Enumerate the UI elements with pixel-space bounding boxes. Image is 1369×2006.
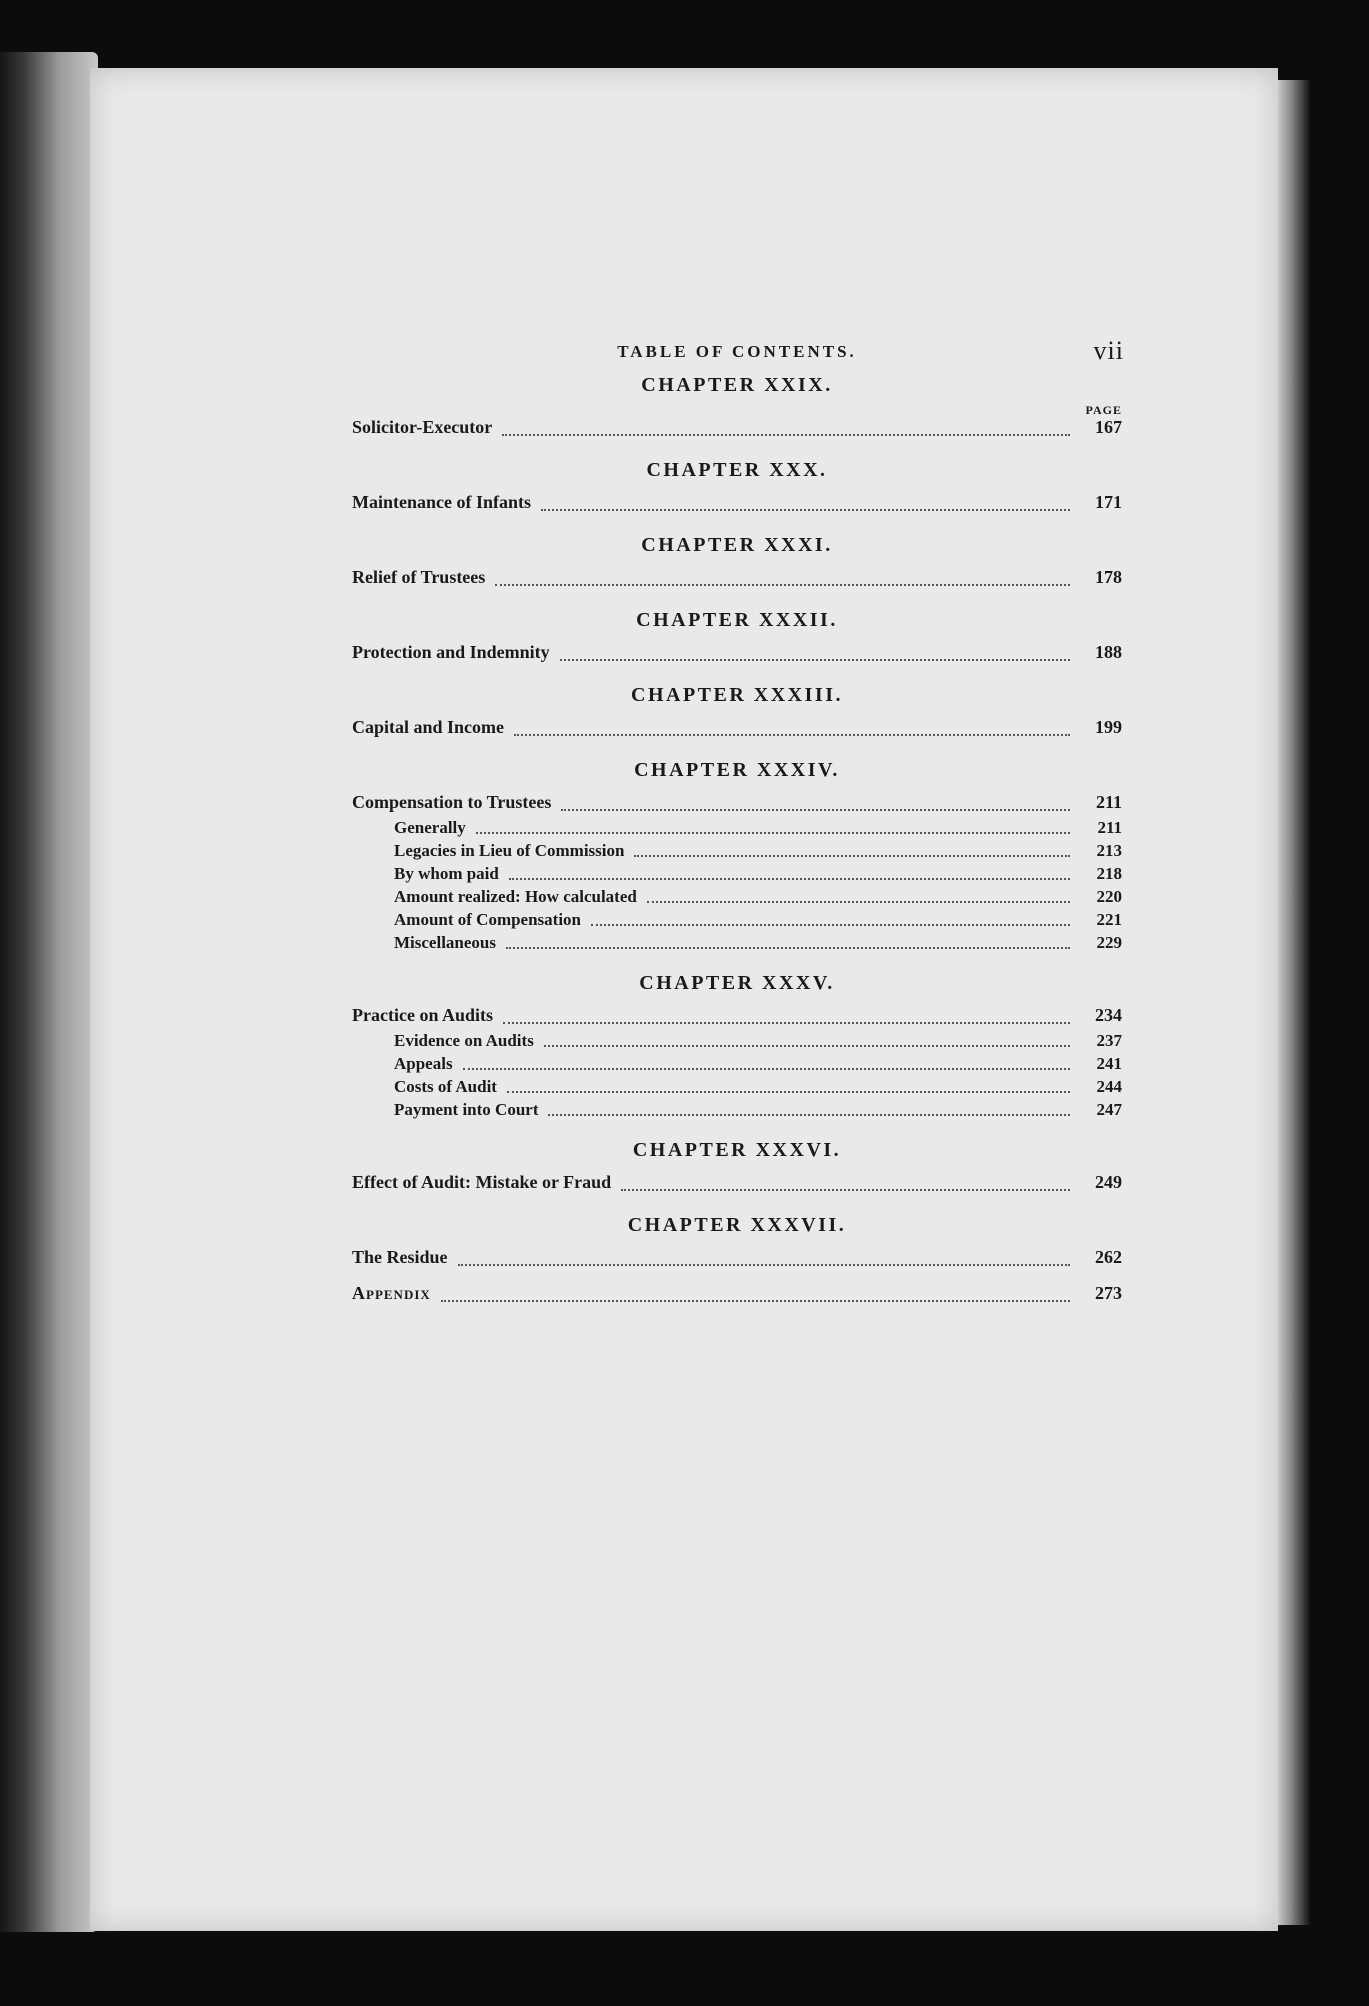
dot-leader [509, 877, 1070, 880]
dot-leader [463, 1067, 1070, 1070]
toc-entry [352, 1279, 1122, 1307]
toc-subentry [352, 862, 1122, 885]
entry-label: Generally [394, 818, 466, 837]
entry-page-number: 188 [1095, 642, 1122, 662]
entry-label: Compensation to Trustees [352, 792, 552, 812]
entry-label: Evidence on Audits [394, 1031, 534, 1050]
dot-leader [634, 854, 1070, 857]
entry-label: Maintenance of Infants [352, 492, 531, 512]
entry-label: Amount of Compensation [394, 910, 582, 929]
toc-subentry [352, 908, 1122, 931]
entry-label: Appendix [352, 1283, 431, 1303]
toc-subentry [352, 931, 1122, 954]
entry-label: Protection and Indemnity [352, 642, 550, 662]
toc-entry [352, 1243, 1122, 1271]
chapter-heading: CHAPTER XXXVI. [632, 1139, 842, 1161]
entry-label: Appeals [394, 1054, 453, 1073]
toc-entry [352, 563, 1122, 591]
dot-leader [591, 923, 1070, 926]
toc-entry [352, 413, 1122, 441]
page-stack-edge [1278, 80, 1310, 1925]
chapter-heading: CHAPTER XXIX. [641, 374, 833, 396]
dot-leader [507, 1090, 1070, 1093]
entry-page-number: 241 [1096, 1054, 1122, 1073]
toc-subentry [352, 839, 1122, 862]
chapter-heading: CHAPTER XXXV. [639, 972, 835, 994]
dot-leader [647, 900, 1070, 903]
dot-leader [458, 1263, 1070, 1266]
entry-label: Relief of Trustees [352, 567, 486, 587]
toc-entry [352, 788, 1122, 816]
dot-leader [548, 1113, 1070, 1116]
dot-leader [621, 1188, 1070, 1191]
toc-subentry [352, 885, 1122, 908]
chapter-heading: CHAPTER XXX. [646, 459, 828, 481]
page-header [352, 330, 1122, 370]
entry-page-number: 221 [1096, 910, 1122, 929]
entry-label: Practice on Audits [352, 1005, 493, 1025]
toc-entry [352, 1001, 1122, 1029]
entry-page-number: 199 [1095, 717, 1122, 737]
entry-label: Amount realized: How calculated [394, 887, 637, 906]
spacer [352, 1271, 1122, 1279]
toc-subentry [352, 816, 1122, 839]
toc-entry [352, 638, 1122, 666]
entry-label: Capital and Income [352, 717, 505, 737]
dot-leader [506, 946, 1070, 949]
dot-leader [514, 733, 1070, 736]
entry-page-number: 213 [1096, 841, 1122, 860]
facing-page-edge [0, 52, 98, 1932]
dot-leader [544, 1044, 1070, 1047]
entry-label: Payment into Court [394, 1100, 539, 1119]
entry-page-number: 167 [1095, 417, 1122, 437]
entry-page-number: 249 [1095, 1172, 1122, 1192]
entry-page-number: 220 [1096, 887, 1122, 906]
toc-subentry [352, 1098, 1122, 1121]
chapter-heading: CHAPTER XXXVII. [627, 1214, 847, 1236]
entry-label: The Residue [352, 1247, 448, 1267]
toc-entry [352, 488, 1122, 516]
toc-subentry [352, 1075, 1122, 1098]
entry-page-number: 171 [1095, 492, 1122, 512]
entry-label: Costs of Audit [394, 1077, 497, 1096]
toc-entry [352, 1168, 1122, 1196]
entry-page-number: 234 [1095, 1005, 1122, 1025]
entry-label: Solicitor-Executor [352, 417, 493, 437]
dot-leader [561, 808, 1070, 811]
entry-page-number: 244 [1096, 1077, 1122, 1096]
entry-page-number: 262 [1095, 1247, 1122, 1267]
entry-page-number: 273 [1095, 1283, 1122, 1303]
entry-page-number: 211 [1095, 792, 1122, 812]
dot-leader [441, 1299, 1070, 1302]
entry-page-number: 229 [1096, 933, 1122, 952]
toc-body [352, 374, 1122, 1307]
dot-leader [495, 583, 1070, 586]
entry-label: Legacies in Lieu of Commission [394, 841, 625, 860]
entry-page-number: 178 [1095, 567, 1122, 587]
chapter-heading: CHAPTER XXXI. [641, 534, 833, 556]
toc-entry [352, 713, 1122, 741]
entry-page-number: 218 [1096, 864, 1122, 883]
entry-label: Miscellaneous [394, 933, 496, 952]
entry-page-number: 211 [1097, 818, 1122, 837]
running-head: TABLE OF CONTENTS. [617, 342, 857, 361]
table-of-contents [352, 330, 1122, 1307]
dot-leader [503, 1021, 1070, 1024]
chapter-heading: CHAPTER XXXIV. [634, 759, 840, 781]
book-page [90, 68, 1278, 1931]
chapter-heading: CHAPTER XXXIII. [631, 684, 843, 706]
entry-label: By whom paid [394, 864, 499, 883]
toc-subentry [352, 1029, 1122, 1052]
page-number: vii [1093, 336, 1124, 365]
toc-subentry [352, 1052, 1122, 1075]
dot-leader [560, 658, 1070, 661]
dot-leader [476, 831, 1070, 834]
page-column-label: PAGE [1085, 403, 1122, 417]
chapter-heading: CHAPTER XXXII. [636, 609, 838, 631]
entry-label: Effect of Audit: Mistake or Fraud [352, 1172, 612, 1192]
entry-page-number: 247 [1096, 1100, 1122, 1119]
entry-page-number: 237 [1096, 1031, 1122, 1050]
dot-leader [502, 433, 1070, 436]
dot-leader [541, 508, 1070, 511]
